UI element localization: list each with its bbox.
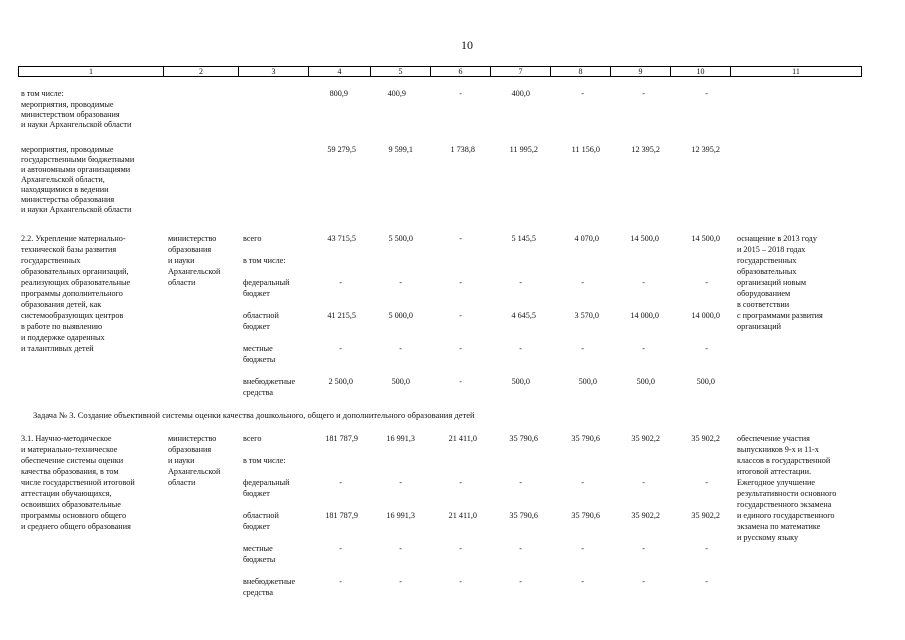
column-number: 4: [309, 67, 371, 76]
item-desc-line: и среднего общего образования: [21, 522, 131, 531]
value-cell: 11 995,2: [509, 145, 538, 154]
result-line: итоговой аттестации.: [737, 467, 812, 476]
item-desc-line: технической базы развития: [21, 245, 117, 254]
value-cell: -: [581, 278, 584, 287]
value-cell: -: [705, 544, 708, 553]
item-desc-line: аттестации обучающихся,: [21, 489, 112, 498]
value-cell: 2 500,0: [328, 377, 353, 386]
value-cell: -: [459, 344, 462, 353]
source-label: бюджет: [243, 489, 270, 498]
result-line: в соответствии: [737, 300, 790, 309]
value-cell: -: [339, 544, 342, 553]
value-cell: -: [459, 577, 462, 586]
executor-line: образования: [168, 445, 212, 454]
value-cell: -: [581, 544, 584, 553]
value-cell: -: [705, 344, 708, 353]
value-cell: 500,0: [511, 377, 530, 386]
value-cell: 181 787,9: [325, 434, 358, 443]
row-desc-line: министерства образования: [21, 195, 115, 204]
row-desc-line: мероприятия, проводимые: [21, 100, 114, 109]
result-line: выпускников 9-х и 11-х: [737, 445, 819, 454]
value-cell: 35 902,2: [691, 434, 720, 443]
value-cell: -: [705, 89, 708, 98]
value-cell: 500,0: [636, 377, 655, 386]
value-cell: 1 738,8: [450, 145, 475, 154]
value-cell: -: [399, 344, 402, 353]
value-cell: -: [459, 478, 462, 487]
source-label: бюджеты: [243, 555, 276, 564]
item-desc-line: программы основного общего: [21, 511, 127, 520]
source-label: бюджет: [243, 289, 270, 298]
item-desc-line: государственных: [21, 256, 81, 265]
value-cell: -: [519, 278, 522, 287]
column-number: 11: [792, 67, 800, 76]
page-number: 10: [461, 38, 473, 52]
source-label: бюджет: [243, 322, 270, 331]
source-label: всего: [243, 234, 262, 243]
table-header-row: [18, 66, 862, 77]
value-cell: -: [642, 344, 645, 353]
item-desc-line: качества образования, в том: [21, 467, 119, 476]
result-line: Ежегодное улучшение: [737, 478, 815, 487]
item-desc-line: и материально-техническое: [21, 445, 118, 454]
value-cell: 12 395,2: [631, 145, 660, 154]
source-label: средства: [243, 388, 274, 397]
value-cell: 35 790,6: [509, 434, 538, 443]
value-cell: 4 070,0: [574, 234, 599, 243]
value-cell: -: [642, 478, 645, 487]
value-cell: 59 279,5: [327, 145, 356, 154]
value-cell: 11 156,0: [571, 145, 600, 154]
item-desc-line: реализующих образовательные: [21, 278, 131, 287]
value-cell: 5 000,0: [388, 311, 413, 320]
executor-line: области: [168, 478, 196, 487]
row-desc-line: и науки Архангельской области: [21, 205, 132, 214]
value-cell: -: [459, 278, 462, 287]
row-desc-line: и науки Архангельской области: [21, 120, 132, 129]
task-heading: Задача № 3. Создание объективной системы оценки качества дошкольного, общего и дополнительного образования детей: [33, 410, 475, 420]
item-desc-line: и талантливых детей: [21, 344, 94, 353]
value-cell: 35 790,6: [571, 511, 600, 520]
source-label: федеральный: [243, 278, 290, 287]
value-cell: -: [519, 544, 522, 553]
executor-line: министерство: [168, 434, 217, 443]
value-cell: -: [399, 478, 402, 487]
result-line: с программами развития: [737, 311, 823, 320]
value-cell: 181 787,9: [325, 511, 358, 520]
value-cell: 35 790,6: [571, 434, 600, 443]
result-line: организаций: [737, 322, 781, 331]
executor-line: министерство: [168, 234, 217, 243]
source-label: средства: [243, 588, 274, 597]
value-cell: -: [519, 478, 522, 487]
row-desc-line: государственными бюджетными: [21, 155, 135, 164]
executor-line: Архангельской: [168, 267, 221, 276]
source-label: областной: [243, 311, 279, 320]
source-label: местные: [243, 344, 273, 353]
column-number: 3: [239, 67, 309, 76]
value-cell: 35 902,2: [631, 434, 660, 443]
value-cell: 12 395,2: [691, 145, 720, 154]
value-cell: -: [581, 577, 584, 586]
column-number: 9: [611, 67, 671, 76]
value-cell: 21 411,0: [448, 434, 477, 443]
column-number: 2: [164, 67, 239, 76]
column-number: 10: [671, 67, 731, 76]
value-cell: 9 599,1: [388, 145, 413, 154]
row-desc-line: и автономными организациями: [21, 165, 131, 174]
value-cell: 14 500,0: [630, 234, 659, 243]
executor-line: области: [168, 278, 196, 287]
item-desc-line: обеспечение системы оценки: [21, 456, 124, 465]
column-number: 5: [371, 67, 431, 76]
value-cell: 14 500,0: [691, 234, 720, 243]
value-cell: 21 411,0: [448, 511, 477, 520]
result-line: оснащение в 2013 году: [737, 234, 817, 243]
row-label: в том числе:: [21, 89, 64, 98]
column-number: 8: [551, 67, 611, 76]
source-label: бюджеты: [243, 355, 276, 364]
value-cell: 41 215,5: [327, 311, 356, 320]
result-line: оборудованием: [737, 289, 791, 298]
result-line: и единого государственного: [737, 511, 835, 520]
value-cell: 16 991,3: [386, 511, 415, 520]
value-cell: 35 902,2: [691, 511, 720, 520]
column-number: 6: [431, 67, 491, 76]
value-cell: -: [581, 478, 584, 487]
row-desc-line: мероприятия, проводимые: [21, 145, 114, 154]
source-label: в том числе:: [243, 256, 286, 265]
value-cell: -: [642, 577, 645, 586]
value-cell: -: [399, 544, 402, 553]
value-cell: -: [642, 89, 645, 98]
value-cell: 400,9: [387, 89, 406, 98]
item-desc-line: системообразующих центров: [21, 311, 124, 320]
column-number: 1: [19, 67, 164, 76]
value-cell: -: [519, 577, 522, 586]
value-cell: -: [459, 234, 462, 243]
value-cell: 14 000,0: [630, 311, 659, 320]
result-line: экзамена по математике: [737, 522, 821, 531]
item-desc-line: программы дополнительного: [21, 289, 123, 298]
value-cell: 16 991,3: [386, 434, 415, 443]
value-cell: 35 790,6: [509, 511, 538, 520]
value-cell: -: [519, 344, 522, 353]
row-desc-line: министерством образования: [21, 110, 120, 119]
executor-line: Архангельской: [168, 467, 221, 476]
item-desc-line: и поддержке одаренных: [21, 333, 105, 342]
value-cell: -: [459, 377, 462, 386]
source-label: внебюджетные: [243, 377, 296, 386]
value-cell: -: [581, 89, 584, 98]
result-line: результативности основного: [737, 489, 837, 498]
source-label: федеральный: [243, 478, 290, 487]
value-cell: -: [339, 344, 342, 353]
executor-line: и науки: [168, 256, 195, 265]
row-desc-line: находящимися в ведении: [21, 185, 109, 194]
value-cell: -: [642, 544, 645, 553]
value-cell: -: [642, 278, 645, 287]
value-cell: -: [339, 478, 342, 487]
result-line: государственного экзамена: [737, 500, 832, 509]
item-desc-line: 2.2. Укрепление материально-: [21, 234, 126, 243]
item-desc-line: в работе по выявлению: [21, 322, 103, 331]
result-line: организаций новым: [737, 278, 807, 287]
value-cell: -: [399, 577, 402, 586]
item-desc-line: 3.1. Научно-методическое: [21, 434, 112, 443]
result-line: и 2015 – 2018 годах: [737, 245, 806, 254]
value-cell: 14 000,0: [691, 311, 720, 320]
value-cell: 43 715,5: [327, 234, 356, 243]
value-cell: 500,0: [696, 377, 715, 386]
executor-line: образования: [168, 245, 212, 254]
value-cell: 500,0: [391, 377, 410, 386]
source-label: областной: [243, 511, 279, 520]
executor-line: и науки: [168, 456, 195, 465]
source-label: местные: [243, 544, 273, 553]
value-cell: -: [339, 577, 342, 586]
value-cell: 35 902,2: [631, 511, 660, 520]
result-line: классов в государственной: [737, 456, 831, 465]
source-label: всего: [243, 434, 262, 443]
value-cell: 5 500,0: [388, 234, 413, 243]
item-desc-line: образовательных организаций,: [21, 267, 129, 276]
value-cell: -: [459, 311, 462, 320]
value-cell: -: [339, 278, 342, 287]
item-desc-line: образования детей, как: [21, 300, 102, 309]
value-cell: -: [459, 544, 462, 553]
value-cell: -: [459, 89, 462, 98]
source-label: внебюджетные: [243, 577, 296, 586]
value-cell: -: [581, 344, 584, 353]
item-desc-line: освоивших образовательные: [21, 500, 121, 509]
result-line: образовательных: [737, 267, 797, 276]
result-line: и русскому языку: [737, 533, 799, 542]
item-desc-line: числе государственной итоговой: [21, 478, 135, 487]
value-cell: 800,9: [329, 89, 348, 98]
source-label: в том числе:: [243, 456, 286, 465]
row-desc-line: Архангельской области,: [21, 175, 105, 184]
value-cell: 5 145,5: [511, 234, 536, 243]
value-cell: -: [705, 278, 708, 287]
value-cell: -: [399, 278, 402, 287]
value-cell: -: [705, 577, 708, 586]
source-label: бюджет: [243, 522, 270, 531]
column-number: 7: [491, 67, 551, 76]
value-cell: 3 570,0: [574, 311, 599, 320]
value-cell: 500,0: [578, 377, 597, 386]
result-line: государственных: [737, 256, 797, 265]
value-cell: 4 645,5: [511, 311, 536, 320]
value-cell: -: [705, 478, 708, 487]
result-line: обеспечение участия: [737, 434, 810, 443]
value-cell: 400,0: [511, 89, 530, 98]
